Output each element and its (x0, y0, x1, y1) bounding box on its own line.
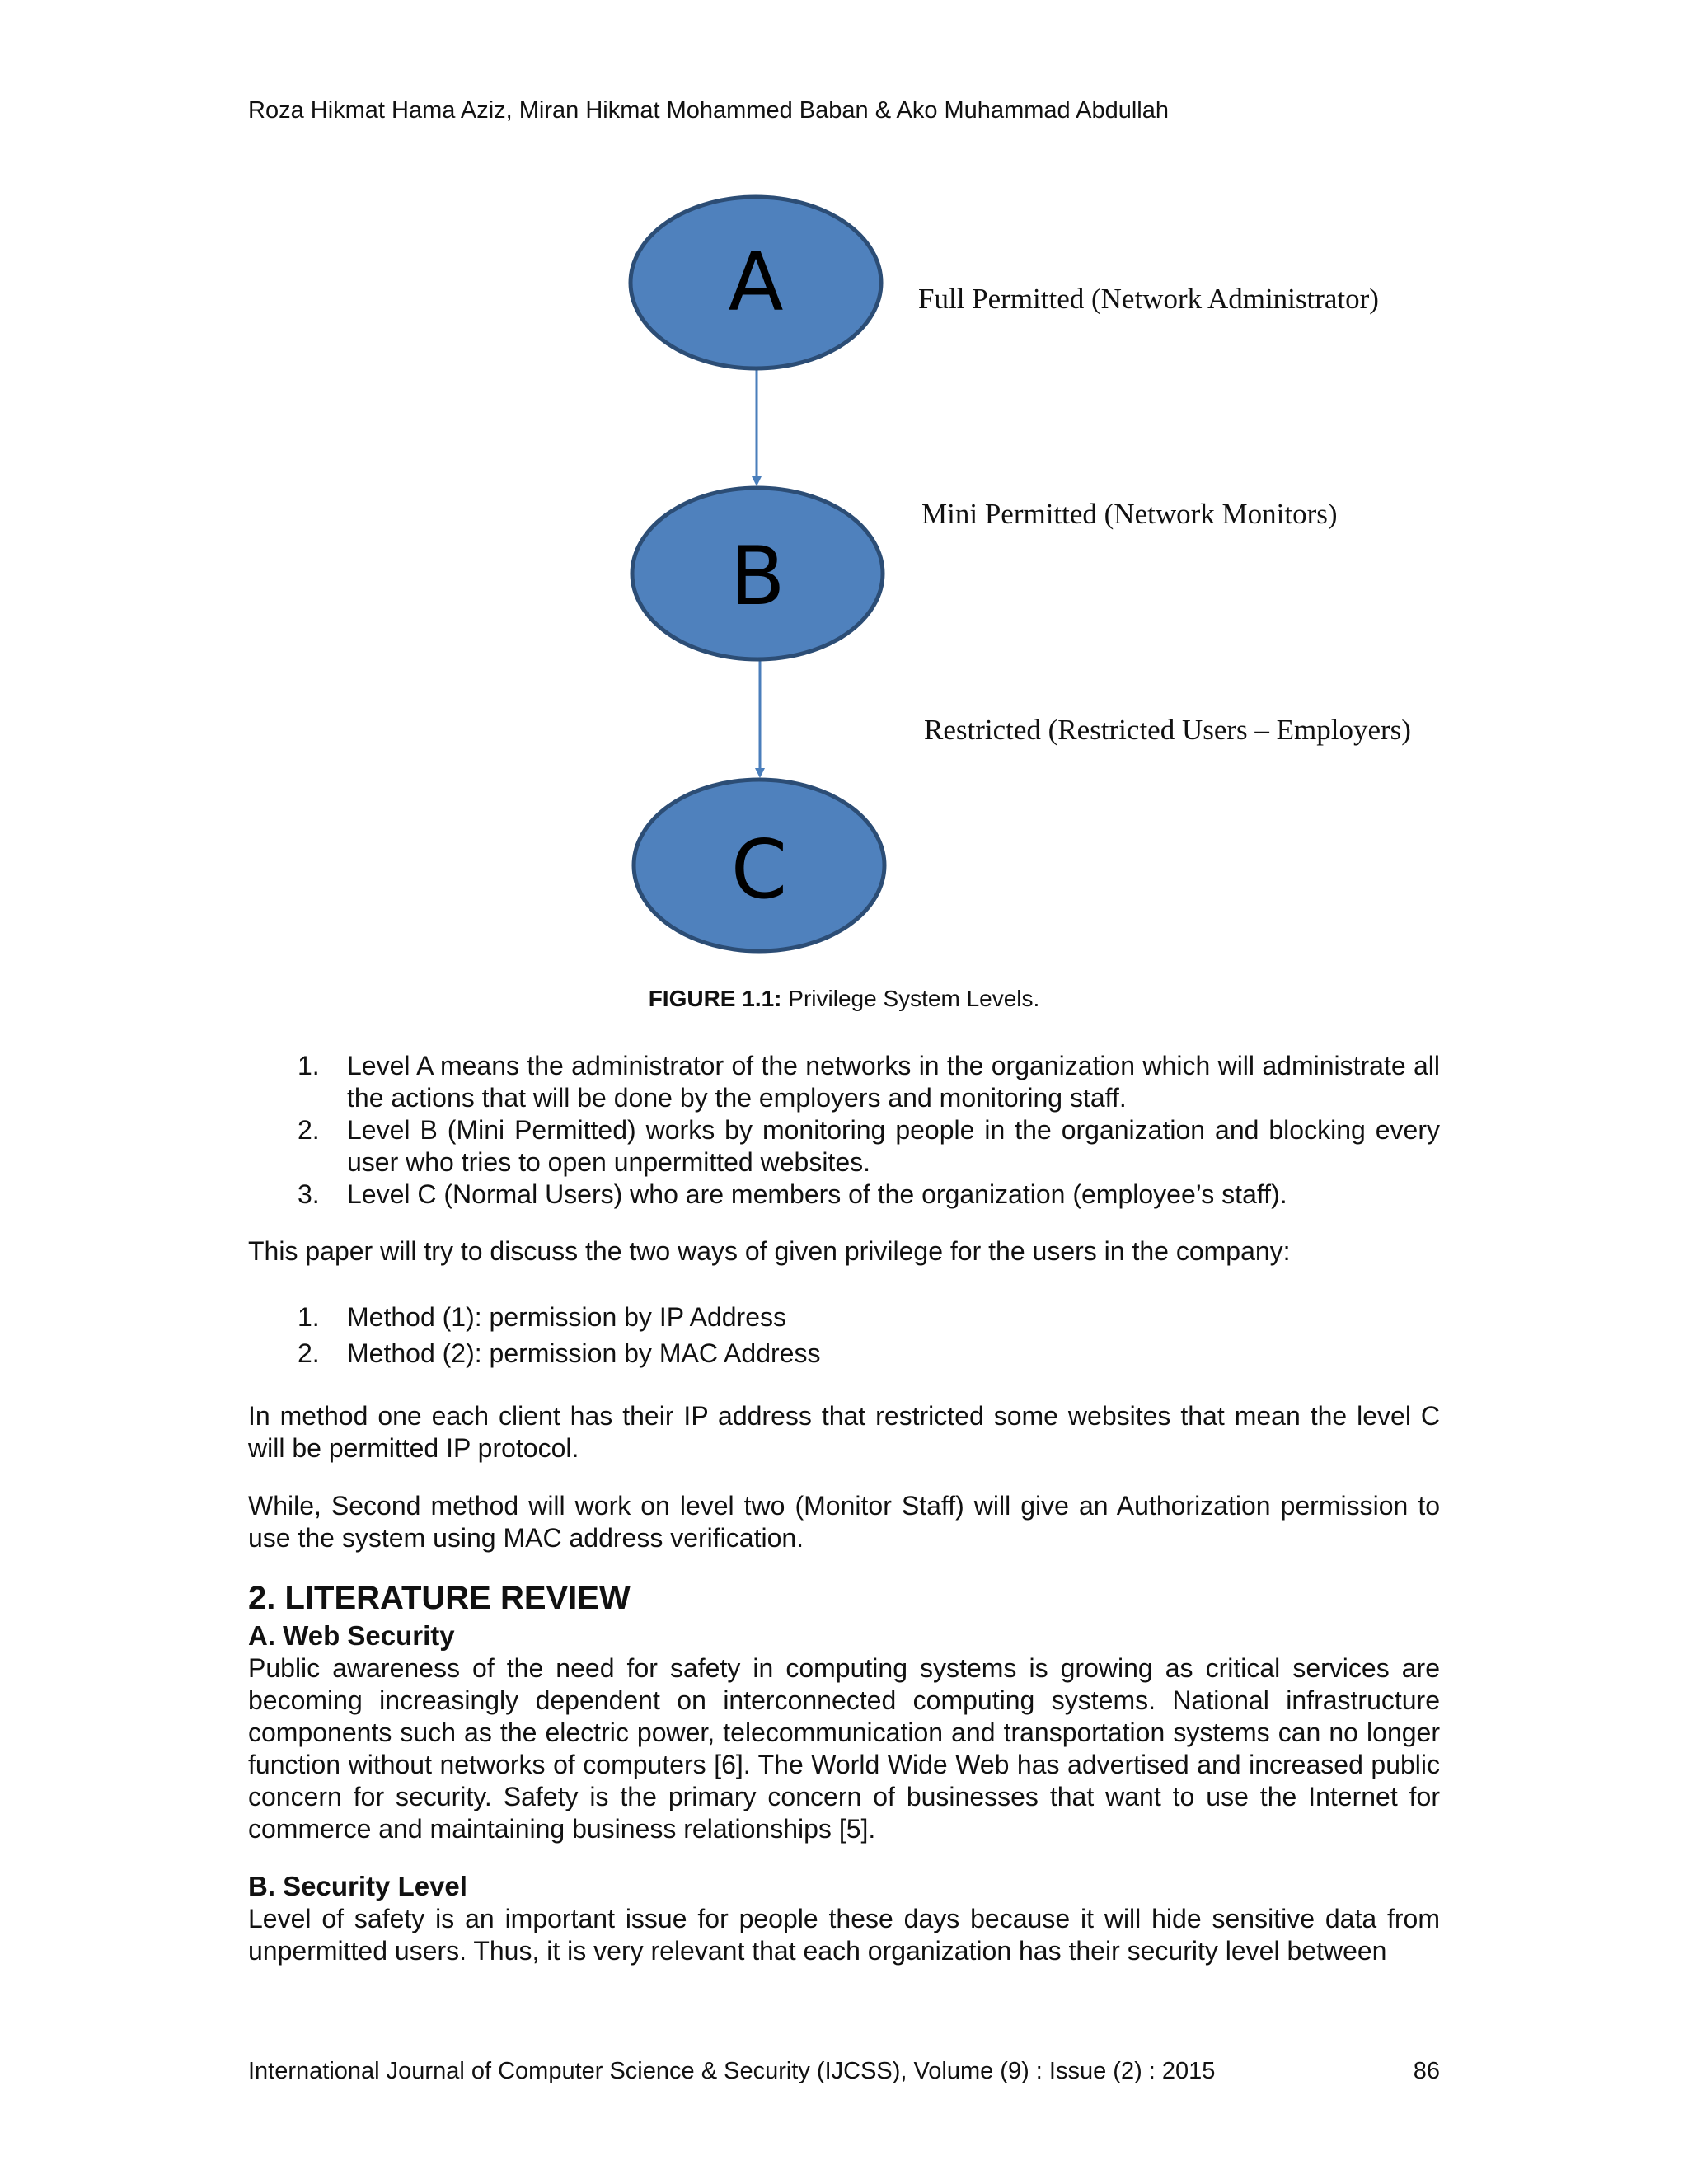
figure-caption (0, 986, 1688, 1012)
node-b (632, 488, 883, 659)
subsection-title-security-level: B. Security Level (248, 1871, 467, 1901)
methods-list (248, 1299, 1440, 1371)
list-item: 1. Method (1): permission by IP Address (298, 1302, 786, 1332)
list-item: 1. Level A means the administrator of the networks in the organization which will administrate all the actions that will be done by the employers and monitoring staff. (298, 1051, 1440, 1113)
node-c (634, 780, 884, 951)
label-restricted: Restricted (Restricted Users – Employers) (924, 714, 1411, 746)
figure-caption-label: FIGURE 1.1: (648, 986, 782, 1011)
node-b-letter: B (729, 530, 785, 624)
node-a-letter: A (728, 236, 784, 330)
privilege-levels-diagram (0, 0, 1688, 1014)
footer-page-number: 86 (1413, 2058, 1440, 2084)
node-c-letter: C (730, 823, 788, 917)
list-item: 3. Level C (Normal Users) who are members of the organization (employee’s staff). (298, 1179, 1287, 1209)
label-mini-permitted: Mini Permitted (Network Monitors) (921, 498, 1338, 530)
levels-list (248, 1050, 1440, 1211)
list-item: 2. Method (2): permission by MAC Address (298, 1338, 821, 1368)
running-header-authors: Roza Hikmat Hama Aziz, Miran Hikmat Mohammed Baban & Ako Muhammad Abdullah (248, 97, 1169, 124)
figure-caption-text: Privilege System Levels. (781, 986, 1040, 1011)
node-a (631, 197, 881, 368)
levels-list-block (248, 1050, 1440, 1211)
web-security-paragraph: Public awareness of the need for safety in computing systems is growing as critical services are becoming increasingly dependent on interconnected computing systems. National infrastructure components such as the electric power, telecommunication and transportation systems can no longer function without networks of computers [6]. The World Wide Web has advertised and increased public concern for security. Safety is the primary concern of businesses that want to use the Internet for commerce and maintaining business relationships [5]. (248, 1653, 1440, 1844)
security-level-paragraph: Level of safety is an important issue for people these days because it will hide sensitive data from unpermitted users. Thus, it is very relevant that each organization has their security level between (248, 1904, 1440, 1966)
privilege-levels-figure (0, 0, 1688, 1014)
list-item: 2. Level B (Mini Permitted) works by monitoring people in the organization and blocking every user who tries to open unpermitted websites. (298, 1115, 1440, 1177)
method-one-paragraph: In method one each client has their IP address that restricted some websites that mean the level C will be permitted IP protocol. (248, 1401, 1440, 1463)
subsection-title-web-security: A. Web Security (248, 1620, 455, 1651)
label-full-permitted: Full Permitted (Network Administrator) (918, 283, 1379, 315)
method-two-paragraph: While, Second method will work on level two (Monitor Staff) will give an Authorization permission to use the system using MAC address verification. (248, 1491, 1440, 1553)
footer-journal: International Journal of Computer Science & Security (IJCSS), Volume (9) : Issue (2) : 2015 (248, 2058, 1216, 2084)
methods-list-block (248, 1299, 1440, 1371)
section-title-literature-review: 2. LITERATURE REVIEW (248, 1580, 631, 1616)
intro-paragraph: This paper will try to discuss the two ways of given privilege for the users in the company: (248, 1236, 1291, 1266)
